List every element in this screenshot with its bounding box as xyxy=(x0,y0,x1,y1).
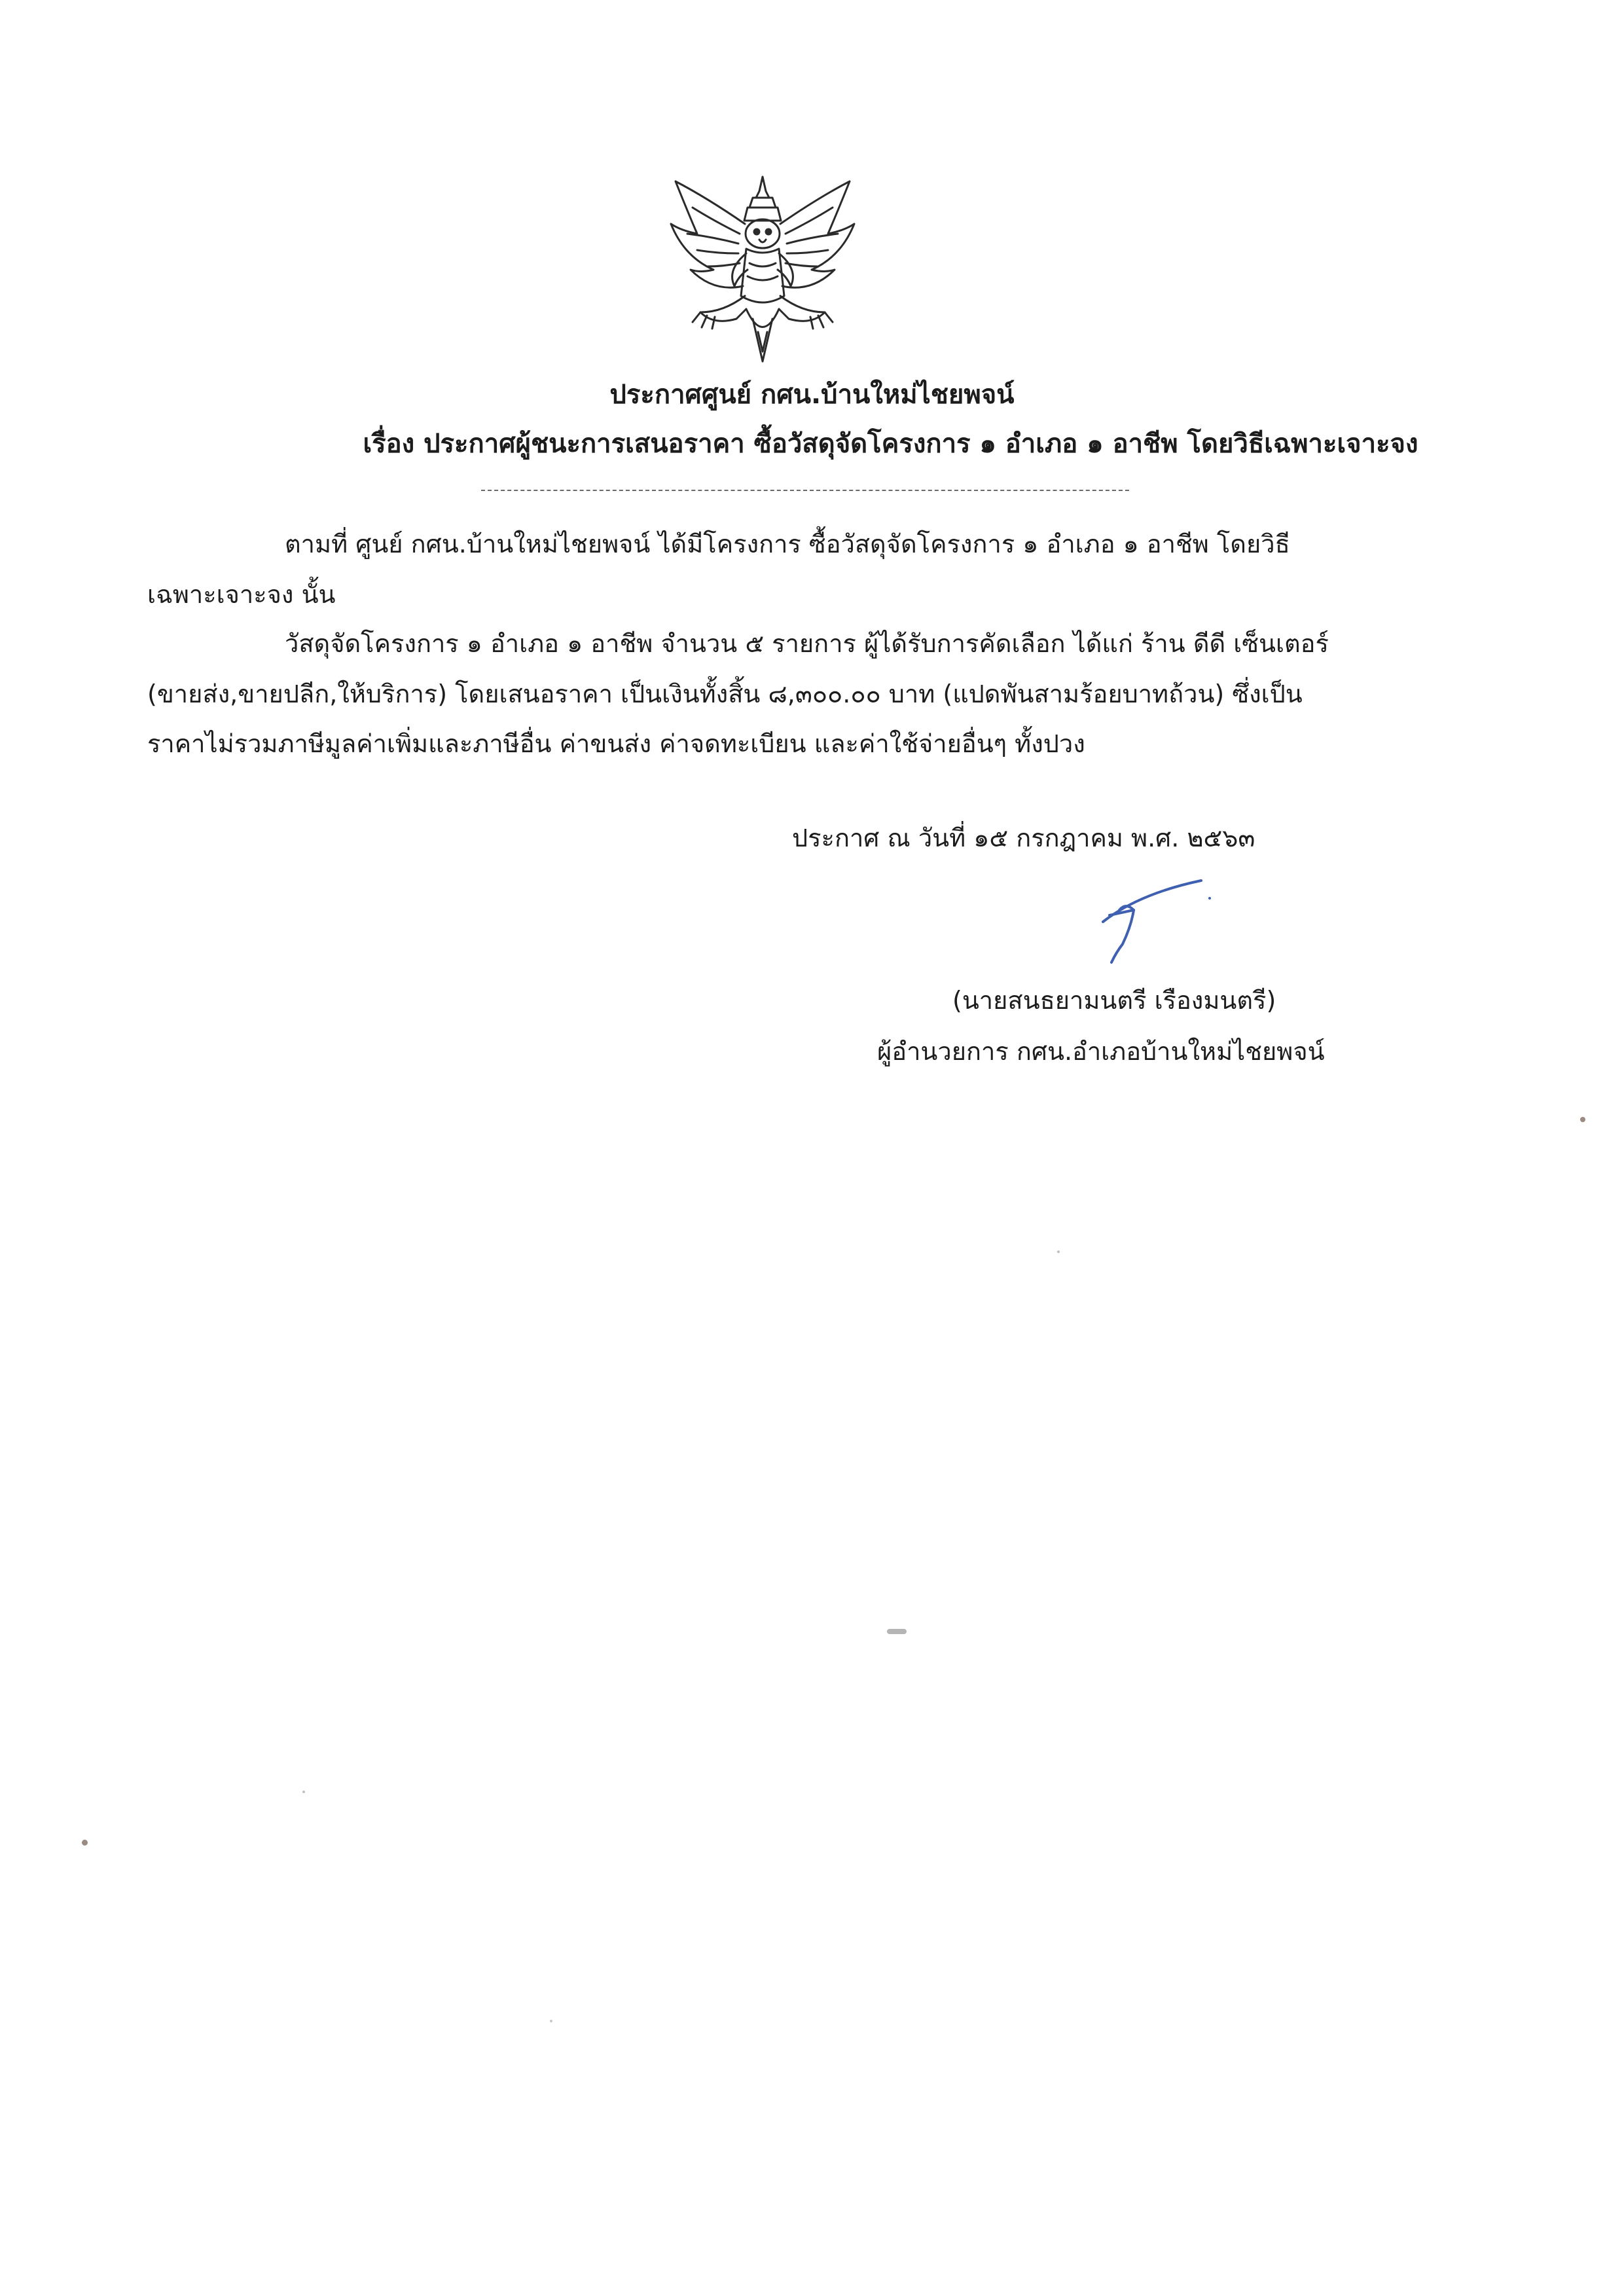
announcement-date: ประกาศ ณ วันที่ ๑๕ กรกฎาคม พ.ศ. ๒๕๖๓ xyxy=(792,824,1255,852)
scan-speck xyxy=(1580,1117,1585,1122)
scan-speck xyxy=(550,2020,552,2022)
body-paragraph-2-line-2: (ขายส่ง,ขายปลีก,ให้บริการ) โดยเสนอราคา เป็นเงินทั้งสิ้น ๘,๓๐๐.๐๐ บาท (แปดพันสามร้อยบาทถ้วน) ซึ่งเป็น xyxy=(147,680,1303,708)
body-paragraph-2-line-3: ราคาไม่รวมภาษีมูลค่าเพิ่มและภาษีอื่น ค่าขนส่ง ค่าจดทะเบียน และค่าใช้จ่ายอื่นๆ ทั้งปวง xyxy=(147,729,1085,758)
signatory-name: (นายสนธยามนตรี เรืองมนตรี) xyxy=(952,986,1276,1015)
body-paragraph-1-line-2: เฉพาะเจาะจง นั้น xyxy=(147,580,336,609)
announcement-title: ประกาศศูนย์ กศน.บ้านใหม่ไชยพจน์ xyxy=(609,380,1015,410)
body-paragraph-1-line-1: ตามที่ ศูนย์ กศน.บ้านใหม่ไชยพจน์ ได้มีโครงการ ซื้อวัสดุจัดโครงการ ๑ อำเภอ ๑ อาชีพ โดยวิธี xyxy=(285,530,1290,558)
signatory-position: ผู้อำนวยการ กศน.อำเภอบ้านใหม่ไชยพจน์ xyxy=(877,1037,1325,1066)
announcement-subject: เรื่อง ประกาศผู้ชนะการเสนอราคา ซื้อวัสดุจัดโครงการ ๑ อำเภอ ๑ อาชีพ โดยวิธีเฉพาะเจาะจง xyxy=(363,429,1418,459)
scan-speck xyxy=(1057,1250,1060,1253)
scan-speck xyxy=(887,1629,907,1634)
handwritten-signature-icon xyxy=(1060,864,1218,969)
body-paragraph-2-line-1: วัสดุจัดโครงการ ๑ อำเภอ ๑ อาชีพ จำนวน ๕ รายการ ผู้ได้รับการคัดเลือก ได้แก่ ร้าน ดีดี เซ็นเตอร์ xyxy=(285,629,1329,658)
scan-speck xyxy=(82,1840,88,1846)
scan-speck xyxy=(302,1791,305,1793)
garuda-emblem-icon xyxy=(661,172,864,368)
divider xyxy=(481,490,1129,491)
